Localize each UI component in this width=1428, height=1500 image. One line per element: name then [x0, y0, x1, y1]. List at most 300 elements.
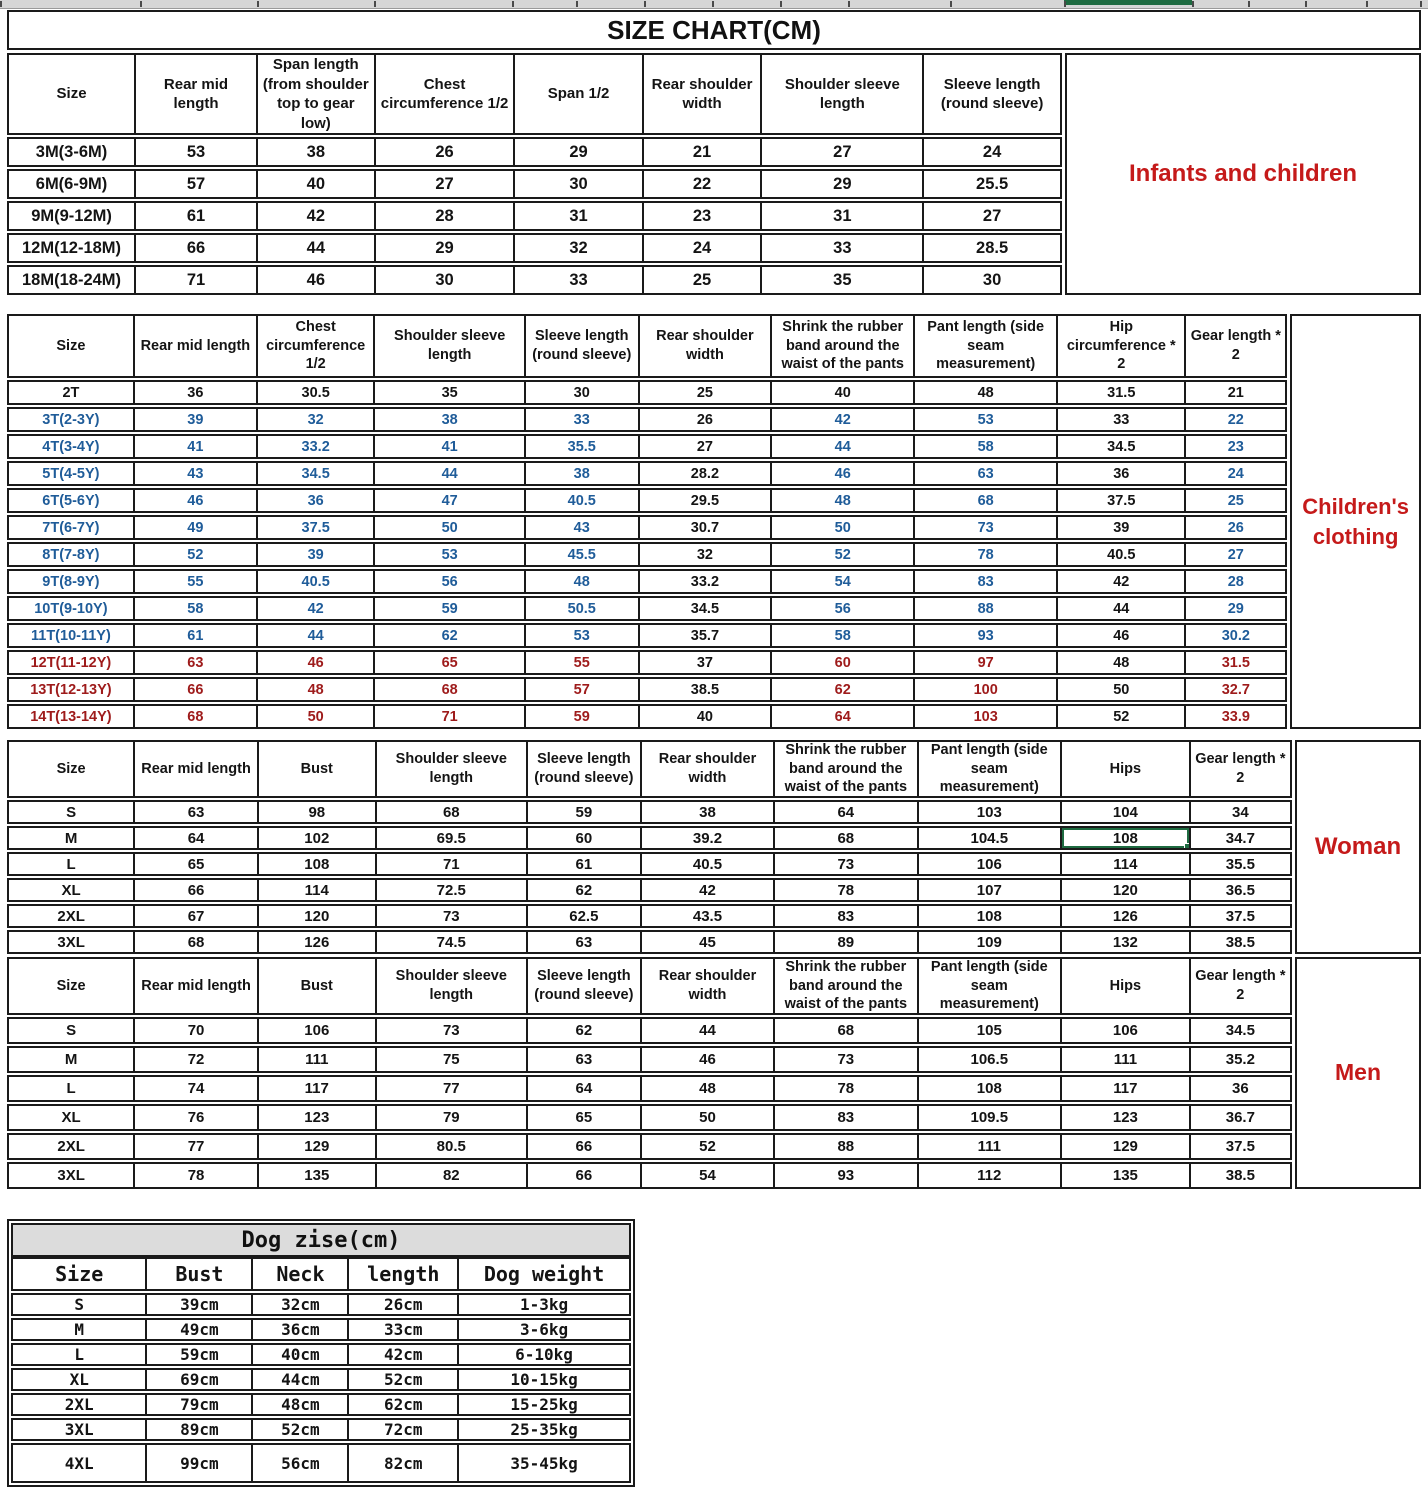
value-cell: 55 [133, 571, 256, 592]
page-title: SIZE CHART(CM) [7, 10, 1421, 50]
column-header: Pant length (side seam measurement) [917, 959, 1060, 1013]
value-cell: 106.5 [917, 1048, 1060, 1071]
column-header: Rear shoulder width [640, 959, 773, 1013]
column-header: Size [55, 1262, 104, 1286]
value-cell: 66 [526, 1164, 640, 1187]
column-header: Bust [257, 742, 375, 796]
value-cell: 135 [257, 1164, 375, 1187]
value-cell: 43 [524, 517, 638, 538]
value-cell: 106 [257, 1019, 375, 1042]
value-cell: 104 [1060, 802, 1189, 822]
value-cell: 120 [257, 906, 375, 926]
table-row [7, 380, 1287, 405]
table-row [7, 704, 1287, 729]
size-cell: 10T(9-10Y) [34, 600, 108, 617]
column-header: Gear length * 2 [1189, 959, 1290, 1013]
value-cell: 80.5 [375, 1135, 526, 1158]
value-cell: 21 [1184, 382, 1285, 403]
column-tick [1064, 1, 1066, 7]
value-cell: 73 [773, 854, 916, 874]
column-header: Size [56, 85, 87, 103]
size-cell: L [66, 1080, 76, 1097]
size-cell: 7T(6-7Y) [42, 519, 100, 536]
table-row [7, 542, 1287, 567]
value-cell: 34.5 [1056, 436, 1184, 457]
column-header: length [347, 1259, 457, 1289]
value-cell: 68 [773, 1019, 916, 1042]
value-cell: 72 [133, 1048, 257, 1071]
value-cell: 42 [640, 880, 773, 900]
value-cell: 46 [640, 1048, 773, 1071]
value-cell: 38.5 [1189, 1164, 1290, 1187]
value-cell: 36cm [251, 1320, 347, 1339]
value-cell: 46 [256, 652, 373, 673]
column-header: Shrink the rubber band around the waist of the pants [773, 742, 916, 796]
value-cell: 72.5 [375, 880, 526, 900]
column-tick [644, 1, 646, 7]
value-cell: 65 [373, 652, 524, 673]
value-cell: 28.5 [922, 235, 1060, 261]
size-cell: XL [69, 1370, 89, 1389]
value-cell: 67 [133, 906, 257, 926]
value-cell: 26 [638, 409, 771, 430]
column-header: Rear shoulder width [642, 55, 761, 133]
value-cell: 30 [374, 267, 514, 293]
value-cell: 78 [133, 1164, 257, 1187]
size-cell: L [66, 855, 76, 873]
table-row [7, 1017, 1292, 1044]
value-cell: 36 [133, 382, 256, 403]
value-cell: 35.7 [638, 625, 771, 646]
section-label-woman: Woman [1295, 740, 1421, 954]
value-cell: 62 [526, 880, 640, 900]
column-header: Shoulder sleeve length [375, 959, 526, 1013]
value-cell: 75 [375, 1048, 526, 1071]
value-cell: 108 [917, 906, 1060, 926]
value-cell: 39cm [145, 1295, 251, 1314]
value-cell: 135 [1060, 1164, 1189, 1187]
value-cell: 71 [134, 267, 256, 293]
column-tick [780, 1, 782, 7]
value-cell: 112 [917, 1164, 1060, 1187]
value-cell: 34.5 [638, 598, 771, 619]
value-cell: 53 [913, 409, 1056, 430]
size-cell: 3M(3-6M) [35, 142, 108, 161]
value-cell: 62cm [347, 1395, 457, 1414]
table-row [11, 1343, 631, 1366]
value-cell: 83 [773, 906, 916, 926]
table-row [7, 878, 1292, 902]
column-header: Bust [145, 1259, 251, 1289]
column-tick [1420, 1, 1422, 7]
value-cell: 40.5 [640, 854, 773, 874]
column-header: Shoulder sleeve length [373, 316, 524, 376]
table-row [7, 596, 1287, 621]
value-cell: 35 [373, 382, 524, 403]
column-header: Gear length * 2 [1189, 742, 1290, 796]
value-cell: 93 [773, 1164, 916, 1187]
value-cell: 109.5 [917, 1106, 1060, 1129]
value-cell: 45 [640, 932, 773, 952]
value-cell: 32.7 [1184, 679, 1285, 700]
table-row [7, 677, 1287, 702]
value-cell: 62 [770, 679, 913, 700]
value-cell: 48 [640, 1077, 773, 1100]
value-cell: 25 [642, 267, 761, 293]
table-row [7, 233, 1062, 263]
value-cell: 52 [1056, 706, 1184, 727]
value-cell: 129 [1060, 1135, 1189, 1158]
value-cell: 33.2 [638, 571, 771, 592]
section-men [7, 957, 1421, 1189]
value-cell: 74.5 [375, 932, 526, 952]
value-cell: 26 [374, 139, 514, 165]
header-row [7, 53, 1062, 135]
value-cell: 35.5 [524, 436, 638, 457]
value-cell: 50 [256, 706, 373, 727]
value-cell: 22 [1184, 409, 1285, 430]
value-cell: 106 [917, 854, 1060, 874]
value-cell: 31 [760, 203, 922, 229]
value-cell: 57 [524, 679, 638, 700]
column-tick [1366, 1, 1368, 7]
value-cell: 38 [524, 463, 638, 484]
column-header: Gear length * 2 [1184, 316, 1285, 376]
value-cell: 34.5 [1189, 1019, 1290, 1042]
value-cell: 50.5 [524, 598, 638, 619]
value-cell: 43 [133, 463, 256, 484]
value-cell: 106 [1060, 1019, 1189, 1042]
section-woman [7, 740, 1421, 954]
value-cell: 52cm [251, 1420, 347, 1439]
value-cell: 71 [373, 706, 524, 727]
value-cell: 46 [133, 490, 256, 511]
value-cell: 63 [133, 652, 256, 673]
value-cell: 62.5 [526, 906, 640, 926]
value-cell: 26 [1184, 517, 1285, 538]
value-cell: 37 [638, 652, 771, 673]
value-cell: 77 [375, 1077, 526, 1100]
value-cell: 27 [638, 436, 771, 457]
value-cell: 62 [373, 625, 524, 646]
column-header: Rear mid length [133, 742, 257, 796]
value-cell: 69.5 [375, 828, 526, 848]
table-row [7, 569, 1287, 594]
column-header: Size [56, 337, 86, 354]
value-cell: 76 [133, 1106, 257, 1129]
column-tick [576, 1, 578, 7]
value-cell: 29 [513, 139, 641, 165]
value-cell: 24 [1184, 463, 1285, 484]
value-cell: 40.5 [524, 490, 638, 511]
header-row [7, 314, 1287, 378]
value-cell: 33cm [347, 1320, 457, 1339]
value-cell: 25-35kg [457, 1420, 629, 1439]
value-cell: 44cm [251, 1370, 347, 1389]
column-header: Sleeve length (round sleeve) [524, 316, 638, 376]
men-table [7, 957, 1292, 1189]
value-cell: 3-6kg [457, 1320, 629, 1339]
value-cell: 52 [640, 1135, 773, 1158]
value-cell: 114 [257, 880, 375, 900]
value-cell: 123 [1060, 1106, 1189, 1129]
value-cell: 100 [913, 679, 1056, 700]
value-cell: 36.5 [1189, 880, 1290, 900]
value-cell: 64 [770, 706, 913, 727]
value-cell: 44 [256, 235, 374, 261]
value-cell: 33 [760, 235, 922, 261]
size-cell: 4T(3-4Y) [42, 438, 100, 455]
value-cell: 50 [770, 517, 913, 538]
value-cell: 114 [1060, 854, 1189, 874]
table-row [7, 826, 1292, 850]
value-cell: 44 [373, 463, 524, 484]
content-area [7, 10, 1421, 1487]
column-tick [1248, 1, 1250, 7]
value-cell: 15-25kg [457, 1395, 629, 1414]
table-row [11, 1418, 631, 1441]
size-cell: 9T(8-9Y) [42, 573, 100, 590]
value-cell: 65 [133, 854, 257, 874]
column-header: Sleeve length (round sleeve) [526, 959, 640, 1013]
dog-table-title: Dog zise(cm) [11, 1223, 631, 1257]
value-cell: 33 [513, 267, 641, 293]
value-cell: 48 [524, 571, 638, 592]
size-cell: 6T(5-6Y) [42, 492, 100, 509]
value-cell: 34.7 [1189, 828, 1290, 848]
value-cell: 68 [133, 932, 257, 952]
size-cell: 18M(18-24M) [22, 270, 122, 289]
value-cell: 77 [133, 1135, 257, 1158]
value-cell: 66 [526, 1135, 640, 1158]
column-header: Shrink the rubber band around the waist of the pants [773, 959, 916, 1013]
value-cell: 6-10kg [457, 1345, 629, 1364]
column-header: Neck [251, 1259, 347, 1289]
value-cell: 66 [133, 880, 257, 900]
value-cell: 25 [638, 382, 771, 403]
dog-table-grid [11, 1257, 631, 1483]
value-cell: 40.5 [1056, 544, 1184, 565]
value-cell: 25.5 [922, 171, 1060, 197]
woman-table [7, 740, 1292, 954]
column-header: Bust [257, 959, 375, 1013]
value-cell: 58 [770, 625, 913, 646]
table-row [7, 904, 1292, 928]
column-header: Hips [1060, 959, 1189, 1013]
value-cell: 126 [1060, 906, 1189, 926]
size-cell: 11T(10-11Y) [30, 627, 111, 644]
value-cell: 35-45kg [457, 1445, 629, 1481]
size-cell: 2XL [64, 1395, 94, 1414]
value-cell: 97 [913, 652, 1056, 673]
section-label-men: Men [1295, 957, 1421, 1189]
value-cell: 83 [773, 1106, 916, 1129]
column-header: Hips [1060, 742, 1189, 796]
value-cell: 48cm [251, 1395, 347, 1414]
value-cell: 65 [526, 1106, 640, 1129]
size-cell: M [64, 1051, 78, 1068]
value-cell: 99cm [145, 1445, 251, 1481]
value-cell: 30.7 [638, 517, 771, 538]
value-cell: 53 [373, 544, 524, 565]
value-cell: 61 [134, 203, 256, 229]
column-tick [1192, 1, 1194, 7]
value-cell: 22 [642, 171, 761, 197]
table-row [7, 1075, 1292, 1102]
value-cell: 39 [133, 409, 256, 430]
header-row [11, 1257, 631, 1291]
value-cell: 69cm [145, 1370, 251, 1389]
value-cell: 48 [1056, 652, 1184, 673]
value-cell: 44 [256, 625, 373, 646]
value-cell: 41 [373, 436, 524, 457]
value-cell: 42 [770, 409, 913, 430]
value-cell: 44 [640, 1019, 773, 1042]
value-cell: 34.5 [256, 463, 373, 484]
value-cell: 107 [917, 880, 1060, 900]
value-cell: 89 [773, 932, 916, 952]
dog-size-table [7, 1219, 635, 1487]
value-cell: 38.5 [638, 679, 771, 700]
value-cell: 46 [256, 267, 374, 293]
size-cell: 6M(6-9M) [35, 174, 108, 193]
column-tick [712, 1, 714, 7]
value-cell: 50 [640, 1106, 773, 1129]
value-cell: 33.9 [1184, 706, 1285, 727]
value-cell: 25 [1184, 490, 1285, 511]
value-cell: 48 [770, 490, 913, 511]
value-cell: 108 [257, 854, 375, 874]
column-header: Sleeve length (round sleeve) [922, 55, 1060, 133]
value-cell: 38 [373, 409, 524, 430]
value-cell: 28.2 [638, 463, 771, 484]
column-header: Shrink the rubber band around the waist of the pants [770, 316, 913, 376]
header-row [7, 740, 1292, 798]
value-cell: 61 [526, 854, 640, 874]
column-header: Pant length (side seam measurement) [917, 742, 1060, 796]
value-cell: 60 [526, 828, 640, 848]
value-cell: 43.5 [640, 906, 773, 926]
value-cell: 72cm [347, 1420, 457, 1439]
value-cell: 33.2 [256, 436, 373, 457]
value-cell: 27 [922, 203, 1060, 229]
value-cell: 23 [642, 203, 761, 229]
table-row [7, 201, 1062, 231]
size-cell: 3T(2-3Y) [42, 411, 100, 428]
value-cell: 37.5 [256, 517, 373, 538]
value-cell: 53 [134, 139, 256, 165]
value-cell: 48 [256, 679, 373, 700]
size-cell: L [74, 1345, 85, 1364]
table-row [7, 515, 1287, 540]
value-cell: 52cm [347, 1370, 457, 1389]
value-cell: 42 [1056, 571, 1184, 592]
value-cell: 34 [1189, 802, 1290, 822]
value-cell: 126 [257, 932, 375, 952]
value-cell: 52 [770, 544, 913, 565]
column-tick [1305, 1, 1307, 7]
column-tick [0, 1, 2, 7]
value-cell: 68 [773, 828, 916, 848]
size-cell: M [64, 829, 78, 847]
column-header: Dog weight [457, 1259, 629, 1289]
column-header: Size [56, 977, 86, 994]
column-header: Shoulder sleeve length [760, 55, 922, 133]
value-cell: 27 [374, 171, 514, 197]
value-cell: 78 [773, 880, 916, 900]
column-tick [950, 1, 952, 7]
value-cell: 60 [770, 652, 913, 673]
value-cell: 55 [524, 652, 638, 673]
value-cell: 88 [773, 1135, 916, 1158]
value-cell: 32cm [251, 1295, 347, 1314]
value-cell: 82 [375, 1164, 526, 1187]
table-row [7, 800, 1292, 824]
table-row [11, 1368, 631, 1391]
value-cell: 38.5 [1189, 932, 1290, 952]
value-cell: 58 [913, 436, 1056, 457]
size-cell: 13T(12-13Y) [30, 681, 112, 698]
value-cell: 32 [256, 409, 373, 430]
header-row [7, 957, 1292, 1015]
value-cell: 68 [913, 490, 1056, 511]
size-cell: M [74, 1320, 85, 1339]
table-row [7, 407, 1287, 432]
value-cell: 50 [373, 517, 524, 538]
table-row [7, 623, 1287, 648]
table-row [7, 137, 1062, 167]
size-cell: S [66, 1022, 77, 1039]
value-cell: 38 [640, 802, 773, 822]
value-cell: 123 [257, 1106, 375, 1129]
value-cell: 37.5 [1189, 906, 1290, 926]
table-row [7, 488, 1287, 513]
value-cell: 70 [133, 1019, 257, 1042]
value-cell: 59 [524, 706, 638, 727]
size-cell: 4XL [64, 1453, 94, 1473]
column-header: Hip circumference * 2 [1056, 316, 1184, 376]
value-cell: 36 [256, 490, 373, 511]
value-cell: 132 [1060, 932, 1189, 952]
value-cell: 93 [913, 625, 1056, 646]
column-header: Sleeve length (round sleeve) [526, 742, 640, 796]
value-cell: 35.2 [1189, 1048, 1290, 1071]
value-cell: 109 [917, 932, 1060, 952]
value-cell: 30 [922, 267, 1060, 293]
table-row [11, 1318, 631, 1341]
value-cell: 88 [913, 598, 1056, 619]
value-cell: 111 [257, 1048, 375, 1071]
value-cell: 68 [373, 679, 524, 700]
value-cell: 30.2 [1184, 625, 1285, 646]
column-tick [848, 1, 850, 7]
value-cell: 29 [760, 171, 922, 197]
table-row [7, 852, 1292, 876]
value-cell: 40 [638, 706, 771, 727]
value-cell: 111 [917, 1135, 1060, 1158]
size-cell: S [74, 1295, 85, 1314]
value-cell: 82cm [347, 1445, 457, 1481]
value-cell: 24 [922, 139, 1060, 165]
table-row [11, 1393, 631, 1416]
value-cell: 46 [770, 463, 913, 484]
section-label-infants: Infants and children [1065, 53, 1421, 295]
size-cell: 3XL [64, 1420, 94, 1439]
value-cell: 66 [134, 235, 256, 261]
selection-range-top-border [1064, 0, 1192, 5]
value-cell: 73 [773, 1048, 916, 1071]
value-cell: 83 [913, 571, 1056, 592]
